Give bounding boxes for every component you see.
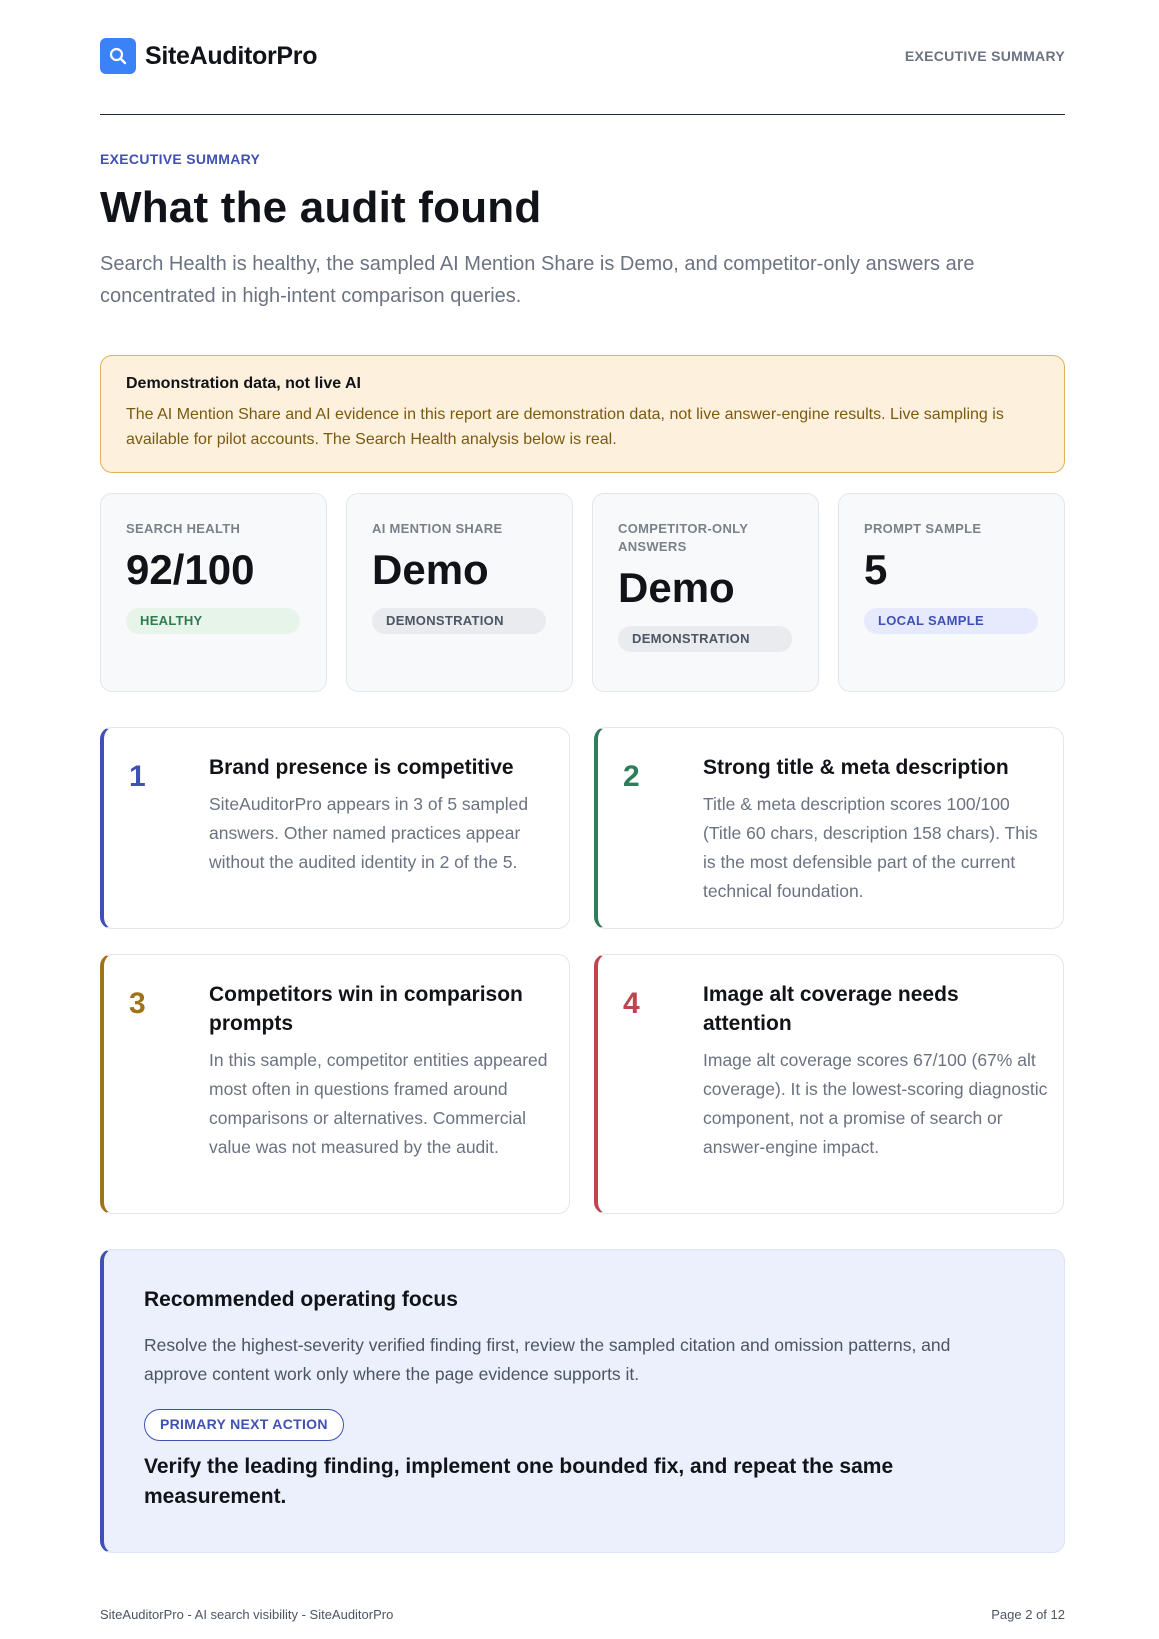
finding-number: 2 <box>623 760 640 793</box>
kpi-value: Demo <box>372 546 489 593</box>
kpi-search-health <box>100 493 327 692</box>
finding-title: Competitors win in comparison prompts <box>209 983 523 1035</box>
kpi-value: 5 <box>864 546 888 593</box>
kpi-prompt-sample <box>838 493 1065 692</box>
finding-card-3 <box>100 954 570 1214</box>
kpi-label: COMPETITOR-ONLY ANSWERS <box>618 521 748 554</box>
finding-card-1 <box>100 727 570 929</box>
summary-lead: Search Health is healthy, the sampled AI Mention Share is Demo, and competitor-only answers are concentrated in high-intent comparison queries. <box>100 253 975 307</box>
brand-name: SiteAuditorPro <box>145 42 318 70</box>
page-number: Page 2 of 12 <box>991 1607 1065 1622</box>
page-header <box>100 38 1065 78</box>
primary-next-action-text: Verify the leading finding, implement one bounded fix, and repeat the same measurement. <box>144 1455 894 1508</box>
finding-body: Image alt coverage scores 67/100 (67% alt coverage). It is the lowest-scoring diagnostic component, not a promise of search or answer-engine impact. <box>703 1050 1048 1157</box>
finding-body: SiteAuditorPro appears in 3 of 5 sampled answers. Other named practices appear without the audited identity in 2 of the 5. <box>209 794 529 872</box>
page-title: What the audit found <box>100 183 542 232</box>
kpi-ai-mention-share <box>346 493 573 692</box>
focus-body: Resolve the highest-severity verified finding first, review the sampled citation and omission patterns, and approve content work only where the page evidence supports it. <box>144 1335 951 1384</box>
kpi-competitor-only-answers <box>592 493 819 692</box>
primary-next-action-badge: PRIMARY NEXT ACTION <box>144 1409 344 1441</box>
finding-card-2 <box>594 727 1064 929</box>
finding-number: 4 <box>623 987 640 1020</box>
recommended-focus-panel <box>100 1249 1065 1553</box>
finding-card-4 <box>594 954 1064 1214</box>
focus-title: Recommended operating focus <box>144 1288 458 1311</box>
finding-title: Strong title & meta description <box>703 756 1009 779</box>
demo-data-notice <box>100 355 1065 473</box>
finding-number: 1 <box>129 760 146 793</box>
search-icon <box>100 38 136 74</box>
kpi-label: PROMPT SAMPLE <box>864 521 982 536</box>
status-badge: DEMONSTRATION <box>618 626 792 652</box>
header-divider <box>100 114 1065 115</box>
section-eyebrow: EXECUTIVE SUMMARY <box>100 151 261 167</box>
kpi-value: Demo <box>618 564 735 611</box>
header-section-label: EXECUTIVE SUMMARY <box>904 48 1065 64</box>
status-badge: DEMONSTRATION <box>372 608 546 634</box>
notice-body: The AI Mention Share and AI evidence in this report are demonstration data, not live answer-engine results. Live sampling is available for pilot accounts. The Search Health analysis below is real. <box>126 406 1004 448</box>
finding-number: 3 <box>129 987 146 1020</box>
finding-title: Image alt coverage needs attention <box>703 983 959 1035</box>
finding-title: Brand presence is competitive <box>209 756 514 779</box>
status-badge: HEALTHY <box>126 608 300 634</box>
finding-body: In this sample, competitor entities appeared most often in questions framed around comparisons or alternatives. Commercial value was not measured by the audit. <box>209 1050 548 1157</box>
kpi-label: SEARCH HEALTH <box>126 521 241 536</box>
notice-title: Demonstration data, not live AI <box>126 375 361 392</box>
kpi-value: 92/100 <box>126 546 255 593</box>
finding-body: Title & meta description scores 100/100 (Title 60 chars, description 158 chars). This is the most defensible part of the current technical foundation. <box>703 794 1038 901</box>
footer-text: SiteAuditorPro - AI search visibility - SiteAuditorPro <box>100 1607 394 1622</box>
kpi-label: AI MENTION SHARE <box>372 521 503 536</box>
status-badge: LOCAL SAMPLE <box>864 608 1038 634</box>
